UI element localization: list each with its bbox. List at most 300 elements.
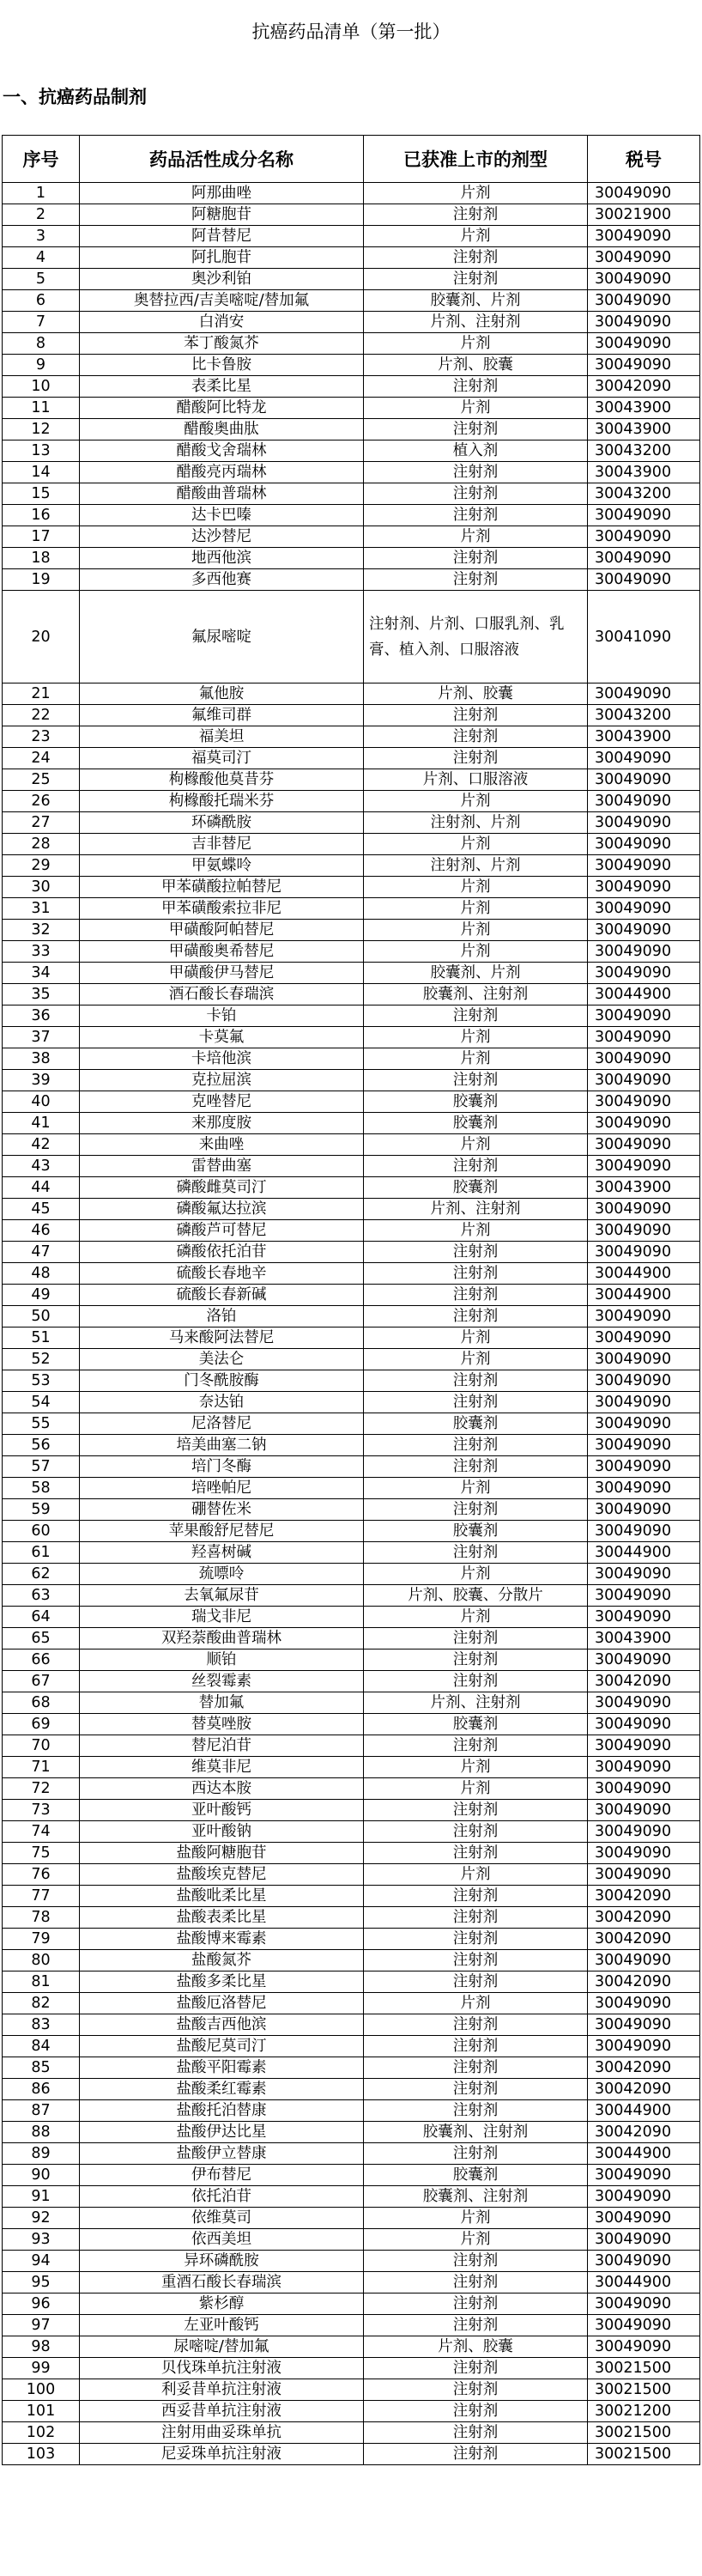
cell-dosage-form: 注射剂	[364, 1070, 588, 1091]
table-row	[3, 1327, 700, 1349]
cell-index: 33	[3, 941, 80, 963]
cell-ingredient: 硫酸长春地辛	[80, 1263, 364, 1285]
table-row	[3, 183, 700, 204]
cell-dosage-form: 片剂	[364, 526, 588, 548]
cell-tariff-code: 30021500	[588, 2379, 700, 2401]
cell-index: 60	[3, 1521, 80, 1542]
cell-index: 40	[3, 1091, 80, 1113]
cell-tariff-code: 30041090	[588, 591, 700, 683]
cell-tariff-code: 30044900	[588, 2143, 700, 2165]
cell-dosage-form: 注射剂	[364, 2014, 588, 2036]
cell-dosage-form: 注射剂	[364, 1886, 588, 1907]
cell-index: 8	[3, 333, 80, 355]
cell-tariff-code: 30049090	[588, 1757, 700, 1778]
cell-ingredient: 醋酸阿比特龙	[80, 398, 364, 419]
table-row	[3, 569, 700, 591]
cell-ingredient: 盐酸托泊替康	[80, 2100, 364, 2122]
cell-tariff-code: 30044900	[588, 1263, 700, 1285]
cell-dosage-form: 片剂	[364, 1564, 588, 1585]
table-row	[3, 1156, 700, 1177]
cell-tariff-code: 30044900	[588, 984, 700, 1005]
cell-tariff-code: 30049090	[588, 1821, 700, 1843]
table-row	[3, 1285, 700, 1306]
cell-ingredient: 卡培他滨	[80, 1048, 364, 1070]
cell-tariff-code: 30049090	[588, 683, 700, 705]
cell-dosage-form: 注射剂	[364, 1735, 588, 1757]
cell-tariff-code: 30043900	[588, 462, 700, 483]
cell-index: 71	[3, 1757, 80, 1778]
cell-tariff-code: 30049090	[588, 247, 700, 269]
cell-dosage-form: 注射剂	[364, 1821, 588, 1843]
cell-ingredient: 氟他胺	[80, 683, 364, 705]
cell-dosage-form: 注射剂	[364, 2444, 588, 2465]
cell-tariff-code: 30042090	[588, 2057, 700, 2079]
cell-index: 7	[3, 312, 80, 333]
cell-ingredient: 甲氨蝶呤	[80, 855, 364, 877]
cell-dosage-form: 注射剂	[364, 1306, 588, 1327]
cell-ingredient: 达沙替尼	[80, 526, 364, 548]
table-row	[3, 1242, 700, 1263]
cell-tariff-code: 30049090	[588, 333, 700, 355]
cell-dosage-form: 注射剂	[364, 505, 588, 526]
cell-dosage-form: 注射剂	[364, 748, 588, 769]
cell-tariff-code: 30049090	[588, 791, 700, 812]
cell-dosage-form: 注射剂	[364, 726, 588, 748]
cell-dosage-form: 片剂、注射剂	[364, 312, 588, 333]
cell-dosage-form: 片剂	[364, 226, 588, 247]
table-row	[3, 2057, 700, 2079]
cell-tariff-code: 30049090	[588, 1199, 700, 1220]
cell-tariff-code: 30021200	[588, 2401, 700, 2422]
table-row	[3, 1392, 700, 1413]
cell-index: 45	[3, 1199, 80, 1220]
cell-index: 82	[3, 1993, 80, 2014]
cell-ingredient: 盐酸伊达比星	[80, 2122, 364, 2143]
cell-ingredient: 甲磺酸奥希替尼	[80, 941, 364, 963]
table-row	[3, 355, 700, 376]
table-row	[3, 1950, 700, 1971]
cell-index: 36	[3, 1005, 80, 1027]
cell-index: 34	[3, 963, 80, 984]
cell-index: 11	[3, 398, 80, 419]
cell-ingredient: 左亚叶酸钙	[80, 2315, 364, 2336]
cell-tariff-code: 30049090	[588, 1156, 700, 1177]
table-row	[3, 1435, 700, 1456]
cell-dosage-form: 片剂	[364, 1778, 588, 1800]
cell-tariff-code: 30021500	[588, 2358, 700, 2379]
cell-ingredient: 奥替拉西/吉美嘧啶/替加氟	[80, 290, 364, 312]
cell-tariff-code: 30049090	[588, 1692, 700, 1714]
cell-ingredient: 伊布替尼	[80, 2165, 364, 2186]
header-ingredient: 药品活性成分名称	[80, 136, 364, 183]
cell-ingredient: 白消安	[80, 312, 364, 333]
cell-dosage-form: 注射剂、片剂、口服乳剂、乳膏、植入剂、口服溶液	[364, 591, 588, 683]
cell-dosage-form: 片剂、胶囊、分散片	[364, 1585, 588, 1607]
cell-index: 85	[3, 2057, 80, 2079]
cell-dosage-form: 注射剂	[364, 2422, 588, 2444]
cell-tariff-code: 30049090	[588, 920, 700, 941]
table-row	[3, 984, 700, 1005]
cell-ingredient: 甲磺酸伊马替尼	[80, 963, 364, 984]
cell-dosage-form: 注射剂	[364, 1435, 588, 1456]
cell-ingredient: 贝伐珠单抗注射液	[80, 2358, 364, 2379]
table-row	[3, 2229, 700, 2251]
cell-tariff-code: 30049090	[588, 812, 700, 834]
table-row	[3, 1456, 700, 1478]
cell-ingredient: 培门冬酶	[80, 1456, 364, 1478]
cell-tariff-code: 30049090	[588, 1456, 700, 1478]
cell-dosage-form: 注射剂	[364, 1800, 588, 1821]
cell-index: 48	[3, 1263, 80, 1285]
cell-dosage-form: 片剂	[364, 2229, 588, 2251]
cell-tariff-code: 30049090	[588, 1349, 700, 1370]
table-row	[3, 1521, 700, 1542]
cell-tariff-code: 30049090	[588, 183, 700, 204]
cell-dosage-form: 片剂	[364, 1027, 588, 1048]
cell-tariff-code: 30042090	[588, 1671, 700, 1692]
cell-ingredient: 酒石酸长春瑞滨	[80, 984, 364, 1005]
cell-dosage-form: 注射剂	[364, 1392, 588, 1413]
cell-dosage-form: 注射剂	[364, 269, 588, 290]
table-row	[3, 1692, 700, 1714]
cell-index: 58	[3, 1478, 80, 1499]
cell-tariff-code: 30049090	[588, 1220, 700, 1242]
cell-index: 9	[3, 355, 80, 376]
cell-ingredient: 来那度胺	[80, 1113, 364, 1134]
cell-ingredient: 替加氟	[80, 1692, 364, 1714]
cell-tariff-code: 30043900	[588, 419, 700, 440]
table-row	[3, 769, 700, 791]
cell-ingredient: 盐酸多柔比星	[80, 1971, 364, 1993]
table-row	[3, 2186, 700, 2208]
cell-dosage-form: 注射剂	[364, 1542, 588, 1564]
table-row	[3, 462, 700, 483]
cell-ingredient: 美法仑	[80, 1349, 364, 1370]
table-row	[3, 1091, 700, 1113]
cell-dosage-form: 注射剂、片剂	[364, 855, 588, 877]
cell-index: 54	[3, 1392, 80, 1413]
cell-ingredient: 卡铂	[80, 1005, 364, 1027]
cell-tariff-code: 30049090	[588, 1649, 700, 1671]
cell-ingredient: 顺铂	[80, 1649, 364, 1671]
cell-dosage-form: 片剂	[364, 1349, 588, 1370]
table-row	[3, 505, 700, 526]
cell-index: 23	[3, 726, 80, 748]
table-row	[3, 1263, 700, 1285]
cell-tariff-code: 30044900	[588, 2272, 700, 2293]
table-body	[3, 183, 700, 2465]
cell-tariff-code: 30049090	[588, 1413, 700, 1435]
table-row	[3, 526, 700, 548]
cell-ingredient: 吉非替尼	[80, 834, 364, 855]
cell-dosage-form: 片剂、胶囊	[364, 355, 588, 376]
table-row	[3, 1585, 700, 1607]
cell-index: 59	[3, 1499, 80, 1521]
cell-dosage-form: 胶囊剂、注射剂	[364, 2122, 588, 2143]
cell-tariff-code: 30049090	[588, 769, 700, 791]
cell-index: 28	[3, 834, 80, 855]
cell-dosage-form: 注射剂	[364, 2379, 588, 2401]
cell-index: 63	[3, 1585, 80, 1607]
table-row	[3, 1478, 700, 1499]
cell-index: 52	[3, 1349, 80, 1370]
cell-tariff-code: 30042090	[588, 1971, 700, 1993]
table-row	[3, 898, 700, 920]
cell-tariff-code: 30049090	[588, 1005, 700, 1027]
cell-ingredient: 盐酸氮芥	[80, 1950, 364, 1971]
cell-ingredient: 盐酸厄洛替尼	[80, 1993, 364, 2014]
cell-tariff-code: 30049090	[588, 1800, 700, 1821]
cell-ingredient: 巯嘌呤	[80, 1564, 364, 1585]
cell-dosage-form: 注射剂	[364, 2315, 588, 2336]
cell-tariff-code: 30049090	[588, 1478, 700, 1499]
cell-index: 47	[3, 1242, 80, 1263]
cell-tariff-code: 30049090	[588, 569, 700, 591]
cell-dosage-form: 注射剂	[364, 1950, 588, 1971]
cell-tariff-code: 30049090	[588, 1585, 700, 1607]
cell-ingredient: 阿糖胞苷	[80, 204, 364, 226]
table-row	[3, 1993, 700, 2014]
cell-dosage-form: 胶囊剂	[364, 1413, 588, 1435]
cell-tariff-code: 30049090	[588, 2315, 700, 2336]
table-row	[3, 1757, 700, 1778]
cell-ingredient: 盐酸表柔比星	[80, 1907, 364, 1929]
cell-dosage-form: 注射剂	[364, 247, 588, 269]
cell-ingredient: 培唑帕尼	[80, 1478, 364, 1499]
cell-index: 67	[3, 1671, 80, 1692]
table-row	[3, 1370, 700, 1392]
cell-dosage-form: 注射剂	[364, 2057, 588, 2079]
cell-ingredient: 甲苯磺酸索拉非尼	[80, 898, 364, 920]
cell-dosage-form: 片剂	[364, 183, 588, 204]
cell-tariff-code: 30049090	[588, 963, 700, 984]
cell-dosage-form: 胶囊剂	[364, 1714, 588, 1735]
cell-tariff-code: 30049090	[588, 1843, 700, 1864]
cell-dosage-form: 片剂	[364, 1993, 588, 2014]
table-row	[3, 2036, 700, 2057]
cell-dosage-form: 片剂	[364, 920, 588, 941]
cell-tariff-code: 30043200	[588, 483, 700, 505]
cell-dosage-form: 注射剂	[364, 1285, 588, 1306]
cell-dosage-form: 片剂	[364, 941, 588, 963]
cell-index: 76	[3, 1864, 80, 1886]
table-row	[3, 2379, 700, 2401]
table-row	[3, 920, 700, 941]
cell-index: 17	[3, 526, 80, 548]
cell-index: 19	[3, 569, 80, 591]
cell-dosage-form: 注射剂	[364, 1263, 588, 1285]
cell-dosage-form: 注射剂	[364, 1456, 588, 1478]
cell-index: 93	[3, 2229, 80, 2251]
cell-ingredient: 去氧氟尿苷	[80, 1585, 364, 1607]
cell-ingredient: 磷酸雌莫司汀	[80, 1177, 364, 1199]
cell-tariff-code: 30043900	[588, 726, 700, 748]
table-row	[3, 1306, 700, 1327]
cell-tariff-code: 30049090	[588, 2165, 700, 2186]
cell-ingredient: 盐酸埃克替尼	[80, 1864, 364, 1886]
cell-tariff-code: 30043900	[588, 398, 700, 419]
table-row	[3, 1821, 700, 1843]
cell-dosage-form: 胶囊剂、片剂	[364, 963, 588, 984]
table-row	[3, 548, 700, 569]
table-row	[3, 2358, 700, 2379]
cell-tariff-code: 30049090	[588, 226, 700, 247]
cell-tariff-code: 30049090	[588, 898, 700, 920]
cell-dosage-form: 胶囊剂、注射剂	[364, 2186, 588, 2208]
cell-dosage-form: 注射剂	[364, 705, 588, 726]
table-header-row	[3, 136, 700, 183]
cell-tariff-code: 30043200	[588, 705, 700, 726]
cell-dosage-form: 注射剂	[364, 2251, 588, 2272]
cell-tariff-code: 30049090	[588, 1993, 700, 2014]
table-row	[3, 1778, 700, 1800]
cell-tariff-code: 30049090	[588, 312, 700, 333]
cell-ingredient: 替莫唑胺	[80, 1714, 364, 1735]
cell-index: 65	[3, 1628, 80, 1649]
table-row	[3, 204, 700, 226]
table-row	[3, 2251, 700, 2272]
cell-dosage-form: 胶囊剂、注射剂	[364, 984, 588, 1005]
document-title: 抗癌药品清单（第一批）	[251, 21, 451, 42]
table-row	[3, 1542, 700, 1564]
cell-index: 12	[3, 419, 80, 440]
section-heading: 一、抗癌药品制剂	[3, 87, 147, 107]
cell-index: 50	[3, 1306, 80, 1327]
cell-ingredient: 磷酸依托泊苷	[80, 1242, 364, 1263]
cell-ingredient: 瑞戈非尼	[80, 1607, 364, 1628]
table-row	[3, 1413, 700, 1435]
cell-index: 44	[3, 1177, 80, 1199]
cell-dosage-form: 注射剂	[364, 569, 588, 591]
table-row	[3, 312, 700, 333]
cell-ingredient: 培美曲塞二钠	[80, 1435, 364, 1456]
cell-tariff-code: 30043900	[588, 1628, 700, 1649]
cell-tariff-code: 30049090	[588, 548, 700, 569]
cell-index: 78	[3, 1907, 80, 1929]
cell-index: 24	[3, 748, 80, 769]
cell-dosage-form: 注射剂、片剂	[364, 812, 588, 834]
cell-dosage-form: 片剂	[364, 1134, 588, 1156]
cell-index: 2	[3, 204, 80, 226]
cell-index: 37	[3, 1027, 80, 1048]
cell-dosage-form: 注射剂	[364, 1671, 588, 1692]
cell-index: 64	[3, 1607, 80, 1628]
cell-ingredient: 硫酸长春新碱	[80, 1285, 364, 1306]
cell-index: 73	[3, 1800, 80, 1821]
cell-ingredient: 达卡巴嗪	[80, 505, 364, 526]
cell-ingredient: 异环磷酰胺	[80, 2251, 364, 2272]
cell-index: 101	[3, 2401, 80, 2422]
table-row	[3, 705, 700, 726]
cell-index: 16	[3, 505, 80, 526]
cell-index: 74	[3, 1821, 80, 1843]
cell-index: 51	[3, 1327, 80, 1349]
cell-index: 87	[3, 2100, 80, 2122]
cell-ingredient: 盐酸博来霉素	[80, 1929, 364, 1950]
cell-dosage-form: 片剂	[364, 1864, 588, 1886]
table-row	[3, 2272, 700, 2293]
cell-ingredient: 雷替曲塞	[80, 1156, 364, 1177]
cell-tariff-code: 30049090	[588, 2229, 700, 2251]
cell-tariff-code: 30049090	[588, 1113, 700, 1134]
cell-index: 70	[3, 1735, 80, 1757]
table-row	[3, 2293, 700, 2315]
table-row	[3, 1971, 700, 1993]
cell-dosage-form: 注射剂	[364, 2293, 588, 2315]
table-row	[3, 683, 700, 705]
cell-index: 43	[3, 1156, 80, 1177]
cell-index: 72	[3, 1778, 80, 1800]
cell-tariff-code: 30043900	[588, 1177, 700, 1199]
cell-ingredient: 依托泊苷	[80, 2186, 364, 2208]
header-tariff-code: 税号	[588, 136, 700, 183]
table-row	[3, 834, 700, 855]
cell-index: 84	[3, 2036, 80, 2057]
cell-index: 94	[3, 2251, 80, 2272]
table-row	[3, 591, 700, 683]
cell-tariff-code: 30049090	[588, 1091, 700, 1113]
cell-dosage-form: 注射剂	[364, 462, 588, 483]
cell-tariff-code: 30049090	[588, 941, 700, 963]
cell-ingredient: 阿扎胞苷	[80, 247, 364, 269]
cell-dosage-form: 注射剂	[364, 2143, 588, 2165]
cell-tariff-code: 30044900	[588, 1542, 700, 1564]
table-row	[3, 290, 700, 312]
cell-ingredient: 福莫司汀	[80, 748, 364, 769]
table-row	[3, 1607, 700, 1628]
cell-index: 90	[3, 2165, 80, 2186]
cell-dosage-form: 注射剂	[364, 2079, 588, 2100]
cell-tariff-code: 30021500	[588, 2444, 700, 2465]
cell-ingredient: 盐酸柔红霉素	[80, 2079, 364, 2100]
cell-dosage-form: 片剂、胶囊	[364, 683, 588, 705]
cell-dosage-form: 片剂	[364, 333, 588, 355]
cell-index: 99	[3, 2358, 80, 2379]
cell-dosage-form: 片剂	[364, 398, 588, 419]
cell-dosage-form: 胶囊剂	[364, 1091, 588, 1113]
cell-dosage-form: 注射剂	[364, 2401, 588, 2422]
cell-tariff-code: 30049090	[588, 526, 700, 548]
cell-dosage-form: 注射剂	[364, 1929, 588, 1950]
cell-ingredient: 克唑替尼	[80, 1091, 364, 1113]
cell-dosage-form: 片剂	[364, 834, 588, 855]
cell-tariff-code: 30049090	[588, 877, 700, 898]
table-row	[3, 1800, 700, 1821]
table-row	[3, 1907, 700, 1929]
table-row	[3, 1628, 700, 1649]
table-row	[3, 1048, 700, 1070]
cell-tariff-code: 30049090	[588, 1027, 700, 1048]
cell-ingredient: 多西他赛	[80, 569, 364, 591]
cell-dosage-form: 注射剂	[364, 2272, 588, 2293]
cell-ingredient: 比卡鲁胺	[80, 355, 364, 376]
cell-index: 56	[3, 1435, 80, 1456]
cell-tariff-code: 30049090	[588, 1499, 700, 1521]
cell-index: 95	[3, 2272, 80, 2293]
cell-index: 92	[3, 2208, 80, 2229]
cell-ingredient: 尼妥珠单抗注射液	[80, 2444, 364, 2465]
cell-index: 6	[3, 290, 80, 312]
cell-index: 29	[3, 855, 80, 877]
table-row	[3, 1113, 700, 1134]
cell-index: 5	[3, 269, 80, 290]
cell-index: 68	[3, 1692, 80, 1714]
cell-index: 91	[3, 2186, 80, 2208]
table-row	[3, 1929, 700, 1950]
cell-ingredient: 盐酸伊立替康	[80, 2143, 364, 2165]
cell-index: 66	[3, 1649, 80, 1671]
cell-dosage-form: 片剂	[364, 877, 588, 898]
